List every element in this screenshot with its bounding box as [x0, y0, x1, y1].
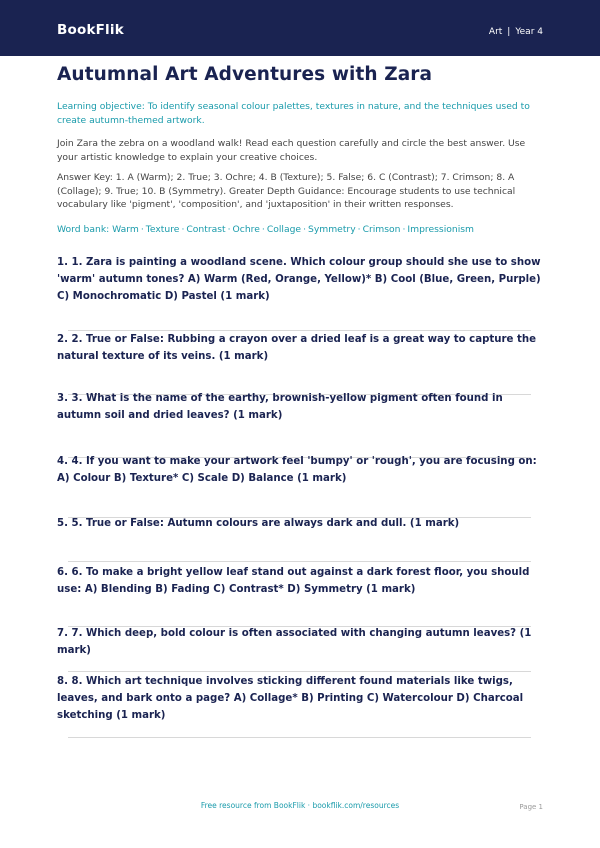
word-separator: ·	[181, 224, 185, 235]
year-label: Year 4	[515, 27, 543, 37]
page-number: Page 1	[519, 803, 543, 811]
page-title: Autumnal Art Adventures with Zara	[57, 64, 433, 85]
word-separator: ·	[357, 224, 361, 235]
question-5: 5. 5. True or False: Autumn colours are always dark and dull. (1 mark)	[57, 518, 460, 529]
answer-line	[68, 561, 531, 562]
answer-line	[68, 671, 531, 672]
page-header	[0, 0, 600, 56]
meta-separator: |	[507, 27, 511, 37]
word-separator: ·	[261, 224, 265, 235]
header-meta	[489, 27, 543, 37]
word-bank-word: Ochre	[232, 224, 260, 235]
word-separator: ·	[227, 224, 231, 235]
word-bank-word: Warm	[112, 224, 139, 235]
question-8: 8. 8. Which art technique involves sticking different found materials like twigs, leaves, and bark onto a page? A) Collage* B) Printing C) Watercolour D) Charcoal sketching (1 mark)	[57, 676, 524, 721]
word-separator: ·	[402, 224, 406, 235]
word-bank-word: Symmetry	[308, 224, 356, 235]
question-3: 3. 3. What is the name of the earthy, brownish-yellow pigment often found in autumn soil and dried leaves? (1 mark)	[57, 393, 503, 421]
word-bank-word: Texture	[145, 224, 180, 235]
subject-label: Art	[488, 27, 503, 37]
intro-text: Join Zara the zebra on a woodland walk! Read each question carefully and circle the best answer. Use your artistic knowledge to explain your creative choices.	[57, 138, 526, 163]
word-bank-word: Impressionism	[407, 224, 474, 235]
word-bank-word: Collage	[266, 224, 302, 235]
question-1: 1. 1. Zara is painting a woodland scene. Which colour group should she use to show 'warm' autumn tones? A) Warm (Red, Orange, Yellow)* B) Cool (Blue, Green, Purple) C) Monochromatic D) Pastel (1 mark)	[57, 257, 541, 302]
question-6: 6. 6. To make a bright yellow leaf stand out against a dark forest floor, you should use: A) Blending B) Fading C) Contrast* D) Symmetry (1 mark)	[57, 567, 530, 595]
question-4: 4. 4. If you want to make your artwork feel 'bumpy' or 'rough', you are focusing on: A) Colour B) Texture* C) Scale D) Balance (1 mark)	[57, 456, 537, 484]
brand-name: BookFlik	[57, 22, 124, 38]
answer-line	[68, 737, 531, 738]
answer-key: Answer Key: 1. A (Warm); 2. True; 3. Ochre; 4. B (Texture); 5. False; 6. C (Contrast); 7. Crimson; 8. A (Collage); 9. True; 10. B (Symmetry). Greater Depth Guidance: Encourage students to use technical vocabulary like 'pigment', 'composition', and 'juxtaposition' in their written responses.	[57, 172, 516, 210]
word-bank-word: Crimson	[362, 224, 401, 235]
word-bank	[57, 223, 543, 237]
word-bank-word: Contrast	[186, 224, 226, 235]
word-separator: ·	[140, 224, 144, 235]
word-separator: ·	[303, 224, 306, 235]
footer-credit: Free resource from BookFlik · bookflik.com/resources	[200, 801, 400, 810]
question-2: 2. 2. True or False: Rubbing a crayon over a dried leaf is a great way to capture the natural texture of its veins. (1 mark)	[57, 334, 537, 362]
word-bank-label: Word bank:	[57, 224, 110, 235]
learning-objective: Learning objective: To identify seasonal colour palettes, textures in nature, and the techniques used to create autumn-themed artwork.	[57, 101, 530, 126]
question-7: 7. 7. Which deep, bold colour is often associated with changing autumn leaves? (1 mark)	[57, 628, 532, 656]
